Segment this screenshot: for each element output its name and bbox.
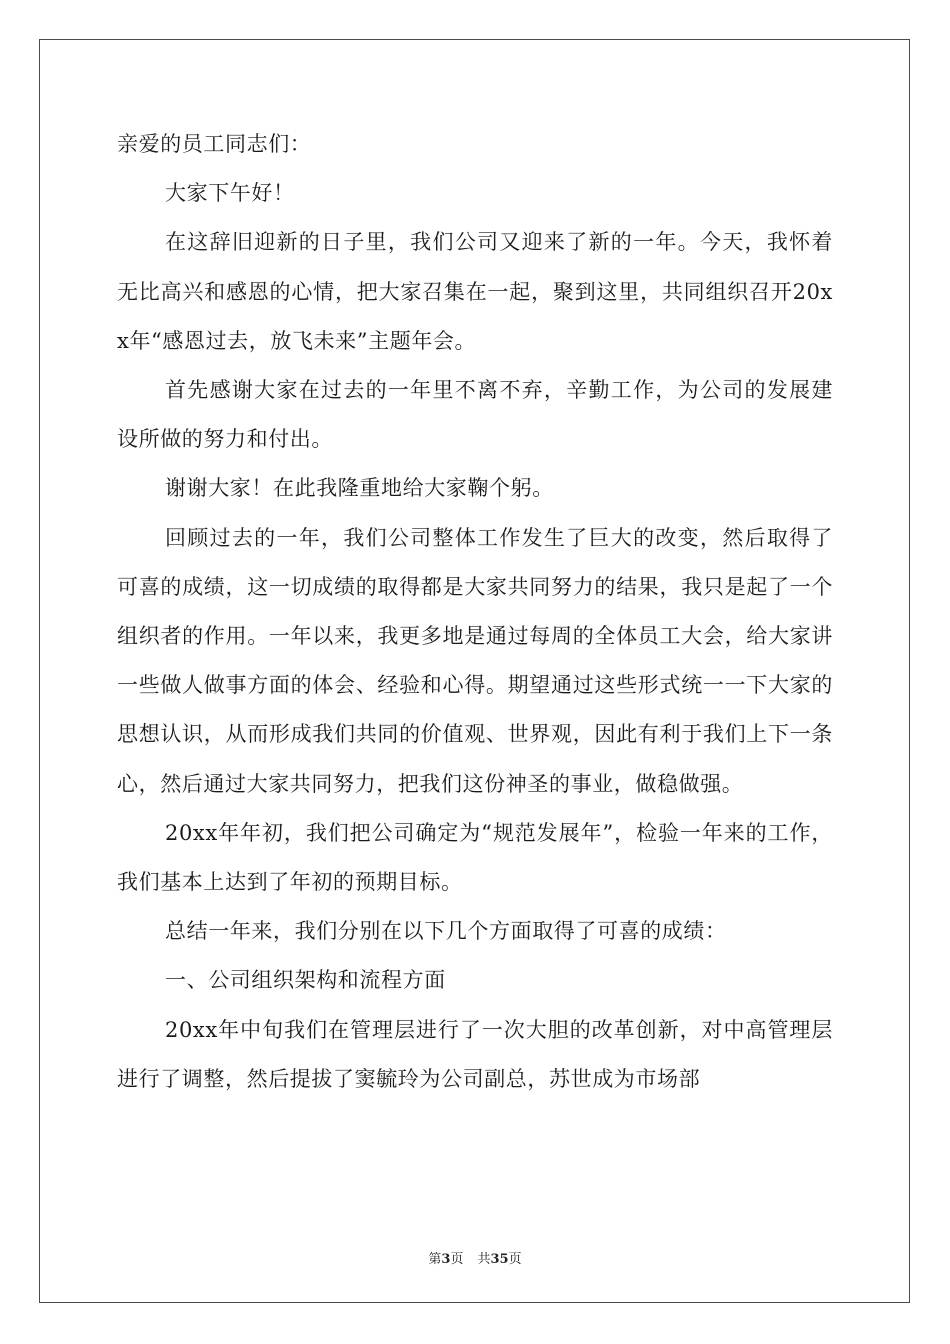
- total-prefix: 共: [477, 1252, 491, 1267]
- page-prefix: 第: [428, 1252, 442, 1267]
- paragraph: 谢谢大家！在此我隆重地给大家鞠个躬。: [165, 476, 554, 501]
- page-footer: [0, 1248, 950, 1267]
- salutation: 亲爱的员工同志们：: [117, 132, 312, 156]
- paragraph: 20xx年中旬我们在管理层进行了一次大胆的改革创新，对中高管理层进行了调整，然后提拔了窦毓玲为公司副总，苏世成为市场部: [117, 1017, 833, 1091]
- section-heading: 一、公司组织架构和流程方面: [165, 968, 446, 993]
- total-pages: 35: [490, 1252, 509, 1267]
- greeting: 大家下午好！: [165, 181, 295, 206]
- document-body: [117, 120, 833, 1104]
- paragraph: 总结一年来，我们分别在以下几个方面取得了可喜的成绩：: [165, 919, 727, 944]
- page-number: 3: [441, 1252, 451, 1267]
- paragraph: 在这辞旧迎新的日子里，我们公司又迎来了新的一年。今天，我怀着无比高兴和感恩的心情，把大家召集在一起，聚到这里，共同组织召开20xx年“感恩过去，放飞未来”主题年会。: [117, 230, 833, 353]
- total-suffix: 页: [508, 1252, 522, 1267]
- paragraph: 首先感谢大家在过去的一年里不离不弃，辛勤工作，为公司的发展建设所做的努力和付出。: [117, 378, 833, 452]
- paragraph: 20xx年年初，我们把公司确定为“规范发展年”，检验一年来的工作，我们基本上达到了年初的预期目标。: [117, 820, 833, 895]
- paragraph: 回顾过去的一年，我们公司整体工作发生了巨大的改变，然后取得了可喜的成绩，这一切成绩的取得都是大家共同努力的结果，我只是起了一个组织者的作用。一年以来，我更多地是通过每周的全体员工大会，给大家讲一些做人做事方面的体会、经验和心得。期望通过这些形式统一一下大家的思想认识，从而形成我们共同的价值观、世界观，因此有利于我们上下一条心，然后通过大家共同努力，把我们这份神圣的事业，做稳做强。: [117, 525, 833, 796]
- page-suffix: 页: [450, 1252, 464, 1267]
